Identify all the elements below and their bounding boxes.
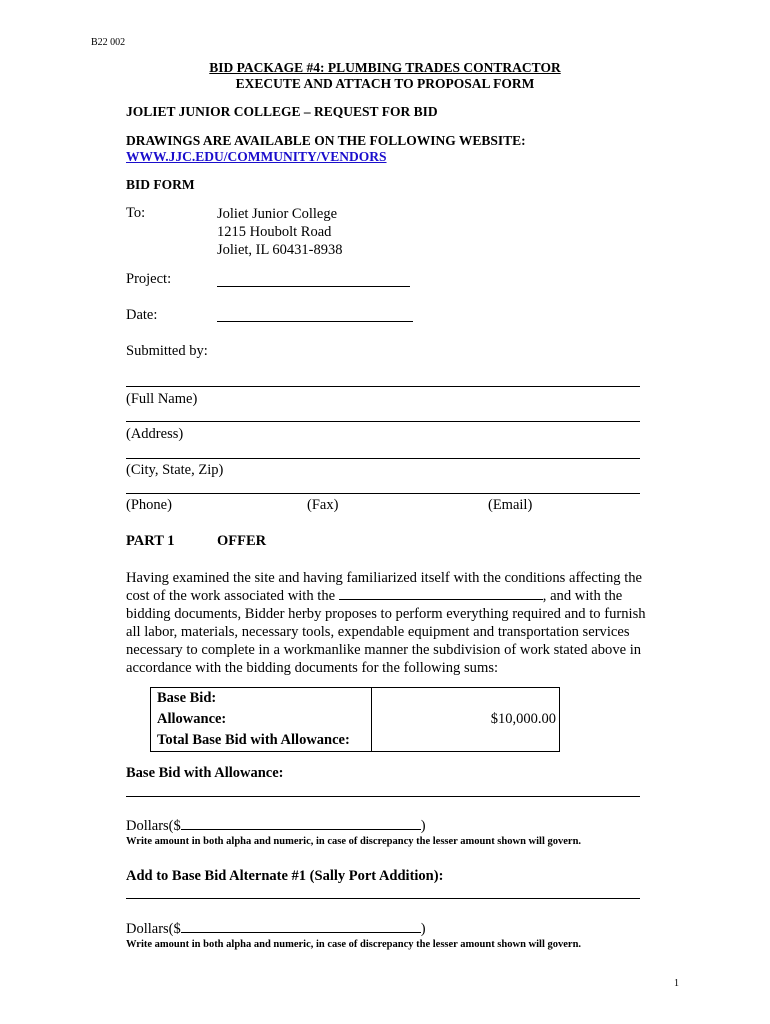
bid-labels-cell: [151, 688, 372, 752]
email-label: (Email): [488, 497, 533, 513]
base-bid-allowance-heading: Base Bid with Allowance:: [126, 765, 284, 781]
allowance-value: $10,000.00: [490, 711, 556, 727]
base-bid-dollars-field[interactable]: [181, 817, 421, 830]
alternate-heading: Add to Base Bid Alternate #1 (Sally Port Addition):: [126, 868, 444, 884]
amount-note: Write amount in both alpha and numeric, in case of discrepancy the lesser amount shown will govern.: [126, 939, 582, 950]
base-bid-label: Base Bid:: [157, 690, 217, 706]
base-bid-words-field[interactable]: [126, 796, 640, 797]
work-description-field[interactable]: [339, 587, 543, 600]
city-state-zip-field[interactable]: [126, 458, 640, 459]
allowance-label: Allowance:: [157, 711, 227, 727]
dollars-suffix: ): [420, 818, 426, 834]
address-line: Joliet Junior College: [217, 206, 338, 222]
address-field-label: (Address): [126, 426, 184, 442]
vendors-link[interactable]: WWW.JJC.EDU/COMMUNITY/VENDORS: [126, 149, 387, 164]
dollars-prefix: Dollars($: [126, 921, 181, 937]
bid-form-heading: BID FORM: [126, 177, 195, 192]
to-label: To:: [126, 205, 146, 221]
phone-label: (Phone): [126, 497, 172, 513]
contact-field[interactable]: [126, 493, 640, 494]
full-name-field[interactable]: [126, 386, 640, 387]
page-number: 1: [674, 978, 679, 989]
offer-text-after: , and with the bidding documents, Bidder herby proposes to perform everything required and to furnish all labor, materials, necessary tools, expendable equipment and transportation services necessary to complete in a workmanlike manner the subdivision of work stated above in accordance with the bidding documents for the following sums:: [126, 588, 646, 676]
city-state-zip-label: (City, State, Zip): [126, 462, 224, 478]
address-line: Joliet, IL 60431-8938: [217, 242, 343, 258]
alternate-words-field[interactable]: [126, 898, 640, 899]
amount-note: Write amount in both alpha and numeric, in case of discrepancy the lesser amount shown will govern.: [126, 836, 582, 847]
part-title: OFFER: [217, 533, 267, 549]
page-title: BID PACKAGE #4: PLUMBING TRADES CONTRACTOR: [209, 60, 561, 75]
dollars-prefix: Dollars($: [126, 818, 181, 834]
bid-table: [150, 687, 560, 752]
base-bid-value[interactable]: [372, 688, 559, 709]
dollars-suffix: ): [420, 921, 426, 937]
full-name-label: (Full Name): [126, 391, 198, 407]
page-subtitle: EXECUTE AND ATTACH TO PROPOSAL FORM: [235, 76, 535, 91]
submitted-by-label: Submitted by:: [126, 343, 208, 359]
address-field[interactable]: [126, 421, 640, 422]
alternate-dollars-field[interactable]: [181, 920, 421, 933]
offer-paragraph: [126, 569, 656, 677]
project-label: Project:: [126, 271, 172, 287]
bid-values-cell[interactable]: [372, 688, 560, 752]
total-bid-value[interactable]: [372, 730, 559, 749]
address-line: 1215 Houbolt Road: [217, 224, 332, 240]
date-field[interactable]: [217, 321, 413, 322]
total-bid-label: Total Base Bid with Allowance:: [157, 732, 350, 748]
request-heading: JOLIET JUNIOR COLLEGE – REQUEST FOR BID: [126, 104, 438, 119]
document-code: B22 002: [91, 37, 126, 48]
address-block: [217, 205, 343, 259]
fax-label: (Fax): [307, 497, 339, 513]
project-field[interactable]: [217, 286, 410, 287]
dollars-line-2: [126, 920, 426, 938]
part-label: PART 1: [126, 533, 175, 549]
offer-text-before: Having examined the site and having familiarized itself with the conditions affecting the cost of the work associated with the: [126, 570, 643, 604]
dollars-line-1: [126, 817, 426, 835]
drawings-heading: DRAWINGS ARE AVAILABLE ON THE FOLLOWING WEBSITE:: [126, 133, 526, 148]
date-label: Date:: [126, 307, 158, 323]
